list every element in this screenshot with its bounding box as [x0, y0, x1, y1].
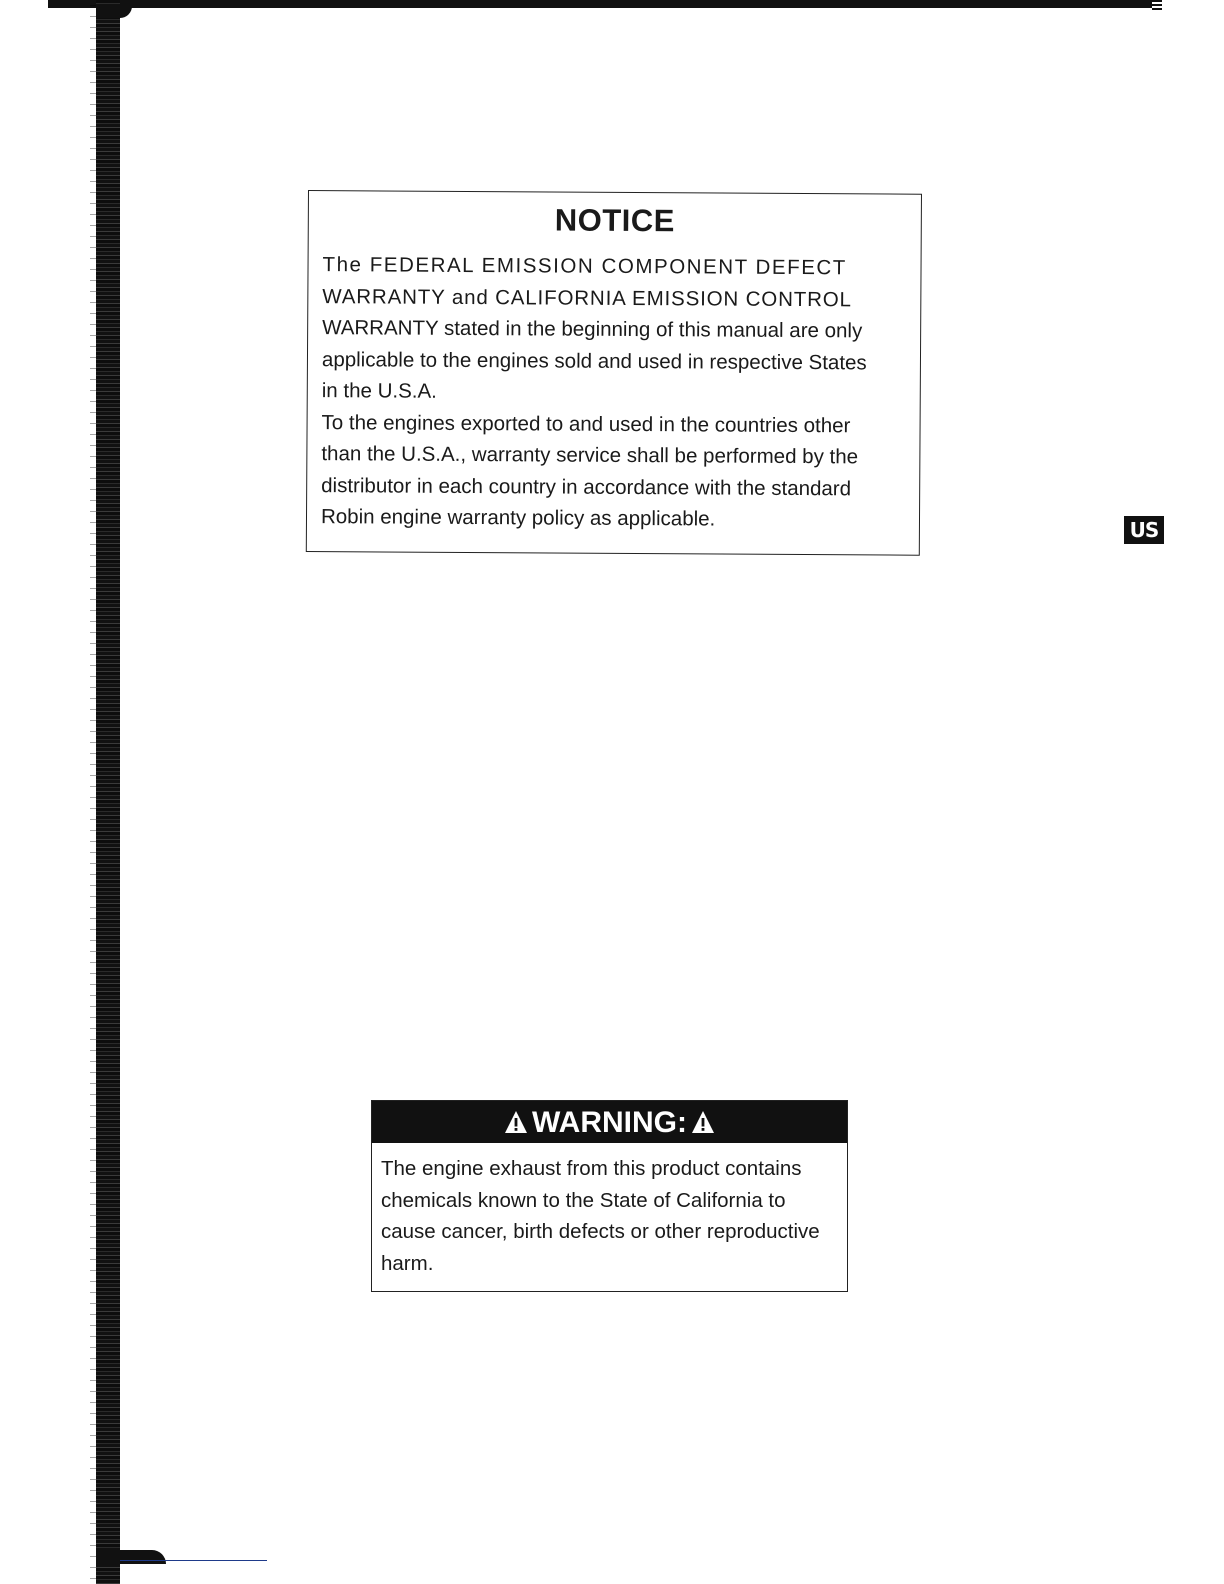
notice-box — [306, 190, 922, 556]
scan-top-edge — [48, 0, 1158, 8]
region-badge: US — [1124, 516, 1164, 544]
notice-title: NOTICE — [554, 202, 675, 239]
scan-binding-edge — [96, 0, 120, 1584]
notice-line: than the U.S.A., warranty service shall be performed by the — [321, 442, 859, 469]
warning-line: harm. — [381, 1251, 434, 1275]
scan-bottom-line — [120, 1560, 267, 1561]
notice-line: distributor in each country in accordance with the standard — [321, 473, 852, 500]
notice-line: WARRANTY stated in the beginning of this manual are only — [322, 316, 863, 343]
notice-line: WARRANTY and CALIFORNIA EMISSION CONTROL — [322, 284, 852, 311]
notice-line: The FEDERAL EMISSION COMPONENT DEFECT — [322, 253, 847, 280]
warning-box — [371, 1100, 848, 1292]
warning-header — [372, 1101, 847, 1143]
warning-triangle-icon — [504, 1110, 528, 1134]
warning-body — [381, 1153, 841, 1279]
warning-title: WARNING: — [532, 1106, 687, 1139]
scan-binding-bottom — [96, 1550, 166, 1564]
warning-line: cause cancer, birth defects or other reproductive — [381, 1220, 820, 1243]
notice-line: applicable to the engines sold and used in respective States — [321, 347, 867, 374]
warning-line: chemicals known to the State of California to — [381, 1188, 786, 1212]
notice-line: Robin engine warranty policy as applicable. — [320, 505, 716, 531]
scan-binding-top — [96, 4, 132, 18]
notice-line: in the U.S.A. — [321, 379, 437, 403]
notice-line: To the engines exported to and used in the countries other — [321, 410, 851, 437]
warning-line: The engine exhaust from this product contains — [381, 1157, 802, 1180]
scan-top-edge-end — [1152, 0, 1162, 10]
warning-triangle-icon — [691, 1110, 715, 1134]
notice-body — [321, 249, 909, 536]
